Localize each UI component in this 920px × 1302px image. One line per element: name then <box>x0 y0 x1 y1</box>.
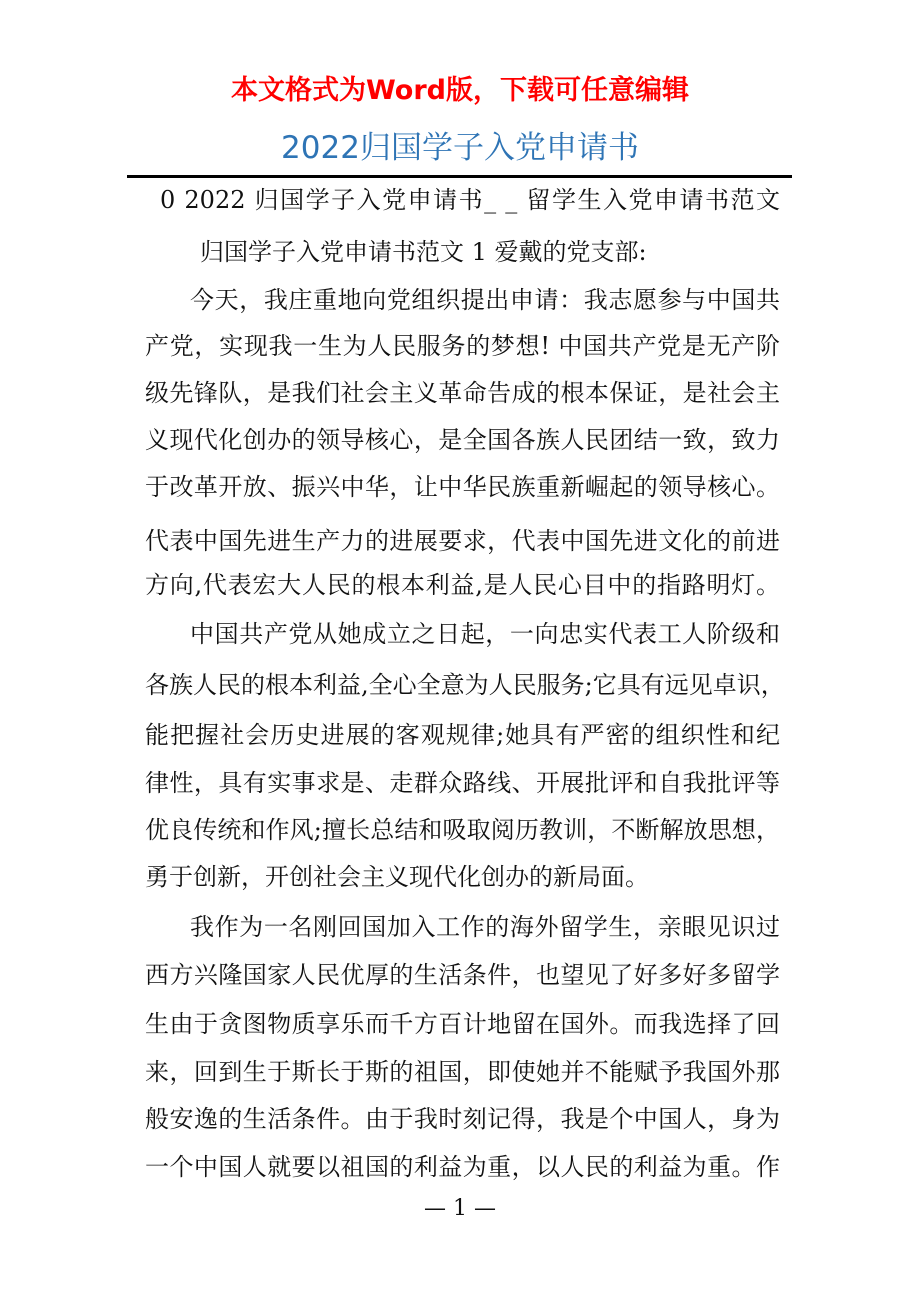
text-line: 优良传统和作风;擅长总结和吸取阅历教训，不断解放思想， <box>145 816 780 844</box>
text-line: 0 2022 归国学子入党申请书_ _ 留学生入党申请书范文 <box>160 186 780 214</box>
text-line: 勇于创新，开创社会主义现代化创办的新局面。 <box>145 863 649 891</box>
text-line: 代表中国先进生产力的进展要求，代表中国先进文化的前进 <box>145 527 780 555</box>
text-line: 生由于贪图物质享乐而千方百计地留在国外。而我选择了回 <box>145 1010 780 1038</box>
text-line: 各族人民的根本利益,全心全意为人民服务;它具有远见卓识， <box>145 671 785 699</box>
text-line: 义现代化创办的领导核心，是全国各族人民团结一致，致力 <box>145 426 780 454</box>
text-line: 我作为一名刚回国加入工作的海外留学生，亲眼见识过 <box>190 913 780 941</box>
text-line: 级先锋队，是我们社会主义革命告成的根本保证，是社会主 <box>145 379 780 407</box>
page-number: — 1 — <box>424 1196 496 1221</box>
text-line: 一个中国人就要以祖国的利益为重，以人民的利益为重。作 <box>145 1153 780 1181</box>
text-line: 方向,代表宏大人民的根本利益,是人民心目中的指路明灯。 <box>145 571 780 599</box>
text-line: 中国共产党从她成立之日起，一向忠实代表工人阶级和 <box>190 620 780 648</box>
text-line: 能把握社会历史进展的客观规律;她具有严密的组织性和纪 <box>145 721 780 749</box>
title-divider <box>127 175 792 178</box>
text-line: 律性，具有实事求是、走群众路线、开展批评和自我批评等 <box>145 769 780 797</box>
text-line: 般安逸的生活条件。由于我时刻记得，我是个中国人，身为 <box>145 1105 780 1133</box>
format-banner: 本文格式为Word版，下载可任意编辑 <box>230 75 689 106</box>
text-line: 归国学子入党申请书范文 1 爱戴的党支部: <box>200 238 647 266</box>
text-line: 西方兴隆国家人民优厚的生活条件，也望见了好多好多留学 <box>145 961 780 989</box>
text-line: 产党，实现我一生为人民服务的梦想! 中国共产党是无产阶 <box>145 332 780 360</box>
text-line: 来，回到生于斯长于斯的祖国，即使她并不能赋予我国外那 <box>145 1058 780 1086</box>
text-line: 于改革开放、振兴中华，让中华民族重新崛起的领导核心。 <box>145 473 780 501</box>
text-line: 今天，我庄重地向党组织提出申请：我志愿参与中国共 <box>190 286 780 314</box>
document-title: 2022归国学子入党申请书 <box>281 130 639 166</box>
